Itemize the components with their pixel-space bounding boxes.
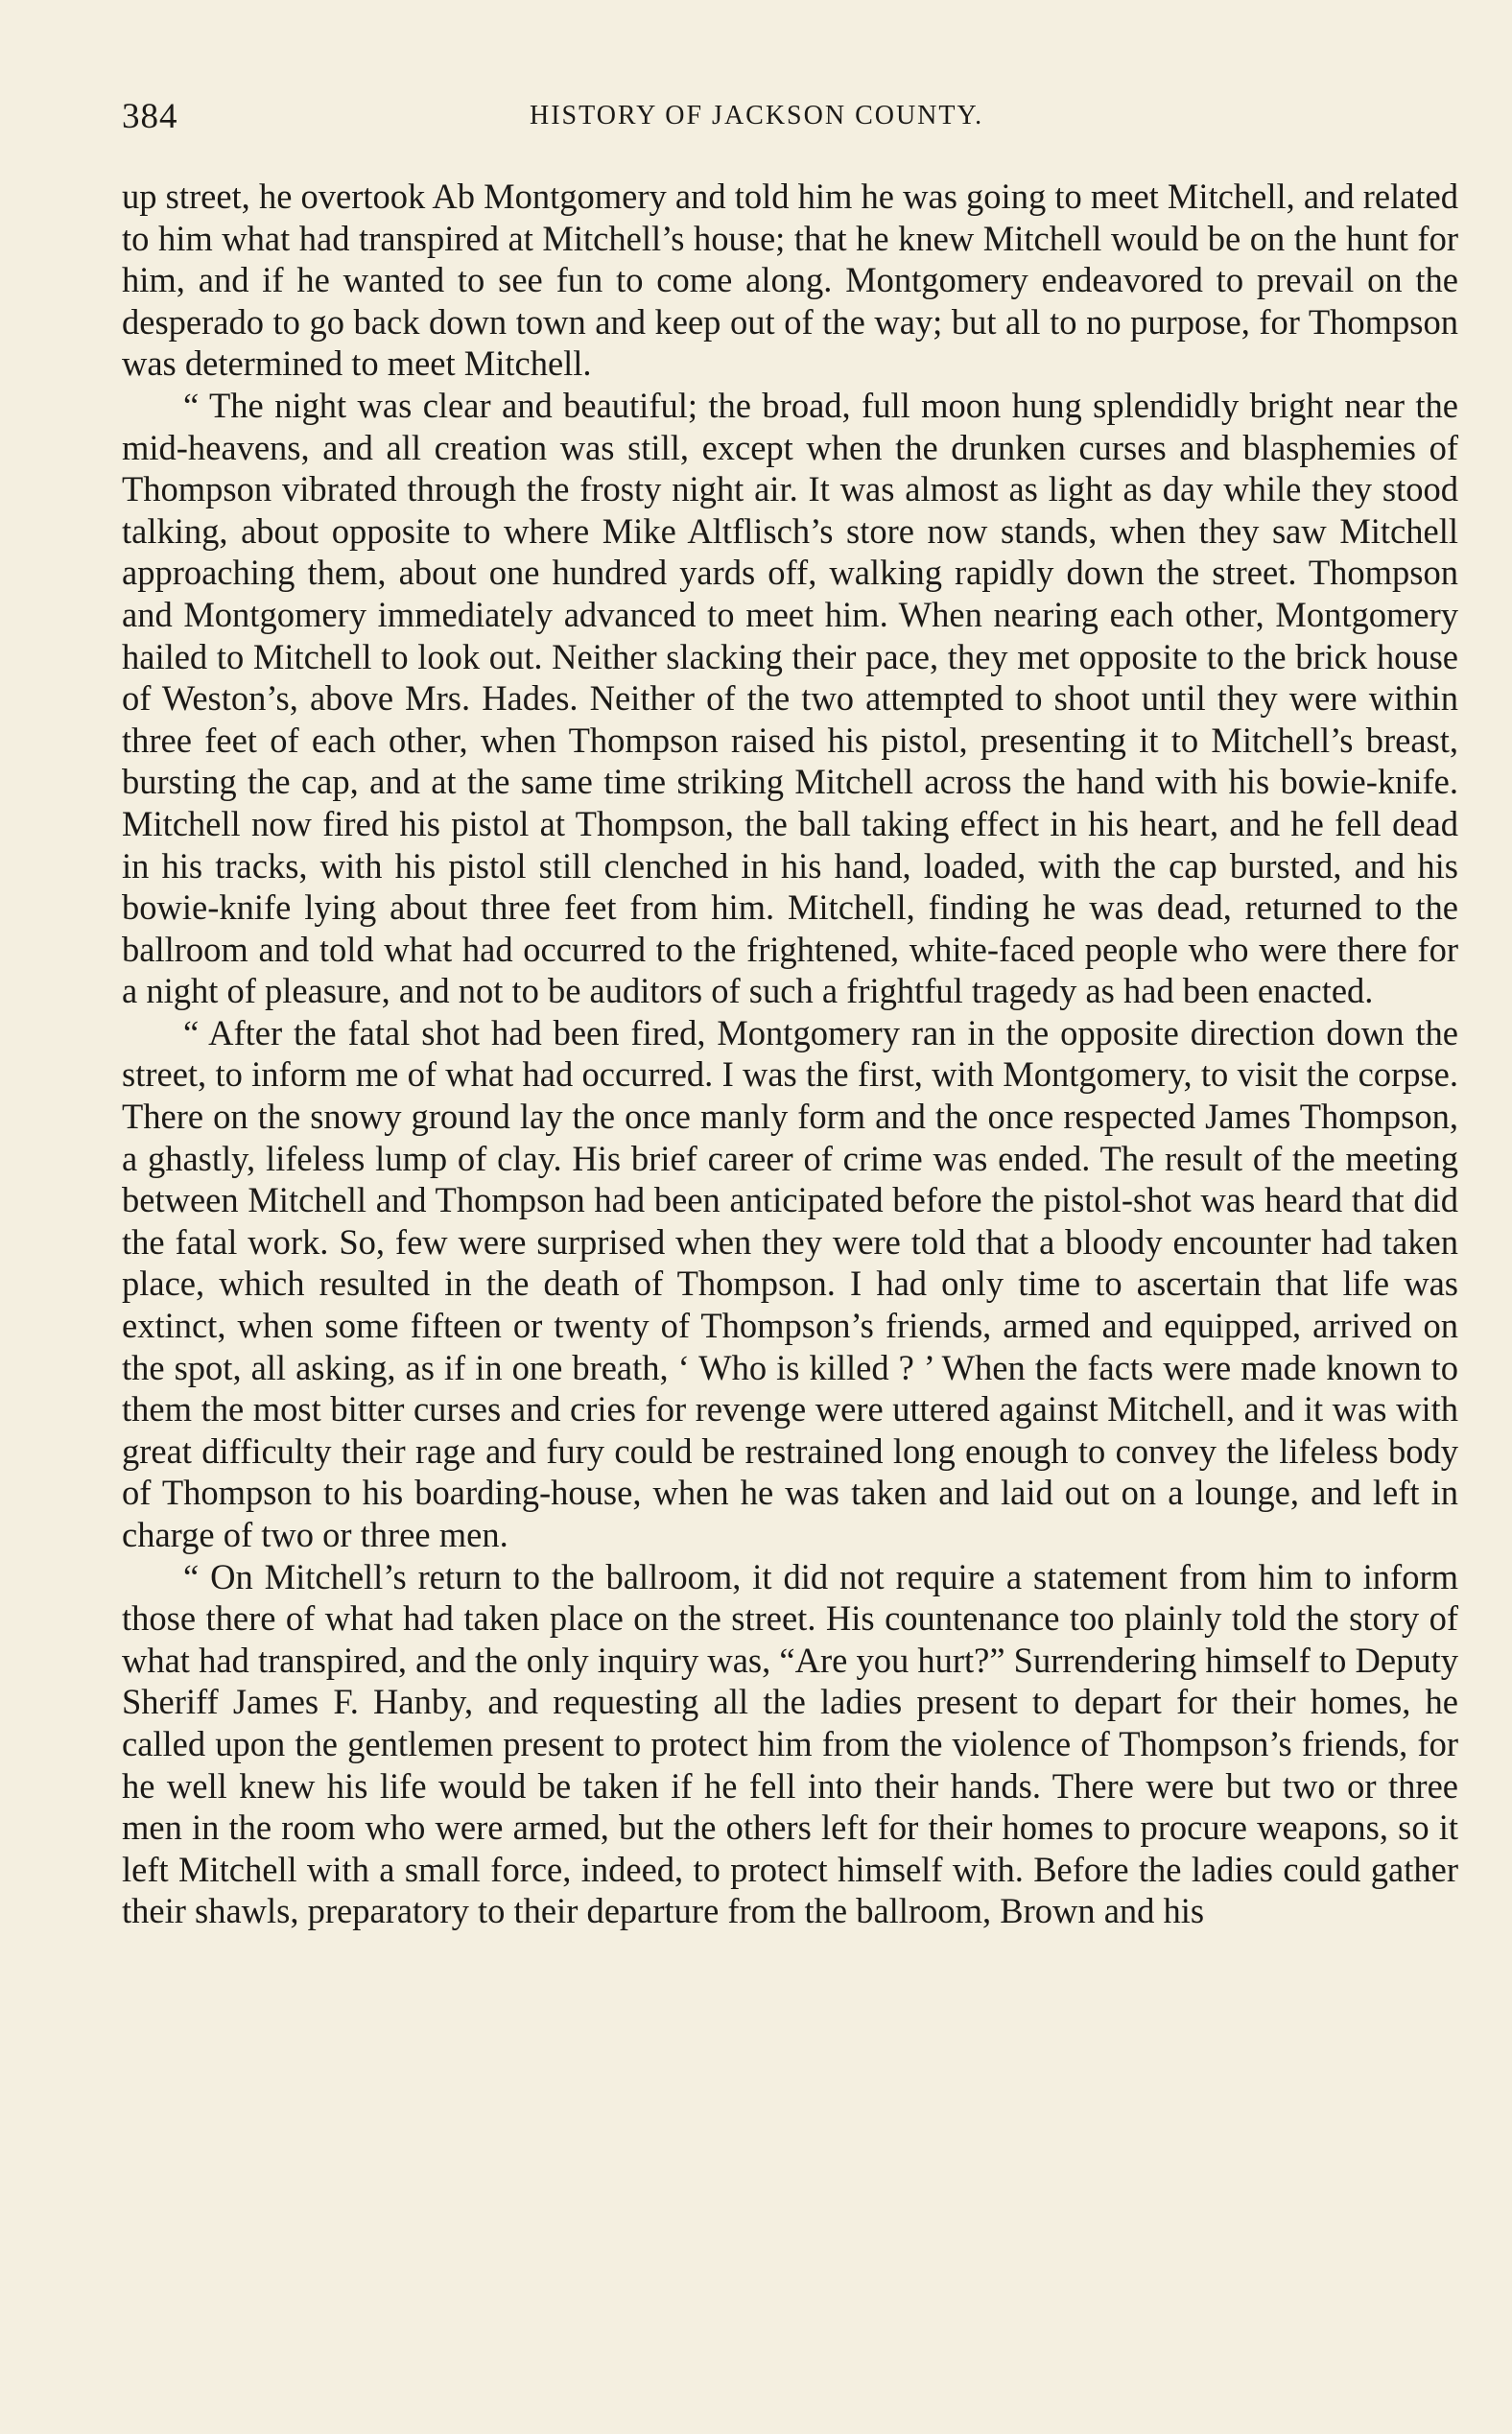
running-title: HISTORY OF JACKSON COUNTY.: [530, 101, 984, 130]
paragraph-ballroom-return: “ On Mitchell’s return to the ballroom, it did not require a statement from him to inform those there of what had taken place on the street. His countenance too plainly told the story of what had transpired, and the only inquiry was, “Are you hurt?” Surrendering himself to Deputy Sheriff James F. Hanby, and requesting all the ladies present to depart for their homes, he called upon the gentlemen present to protect him from the violence of Thompson’s friends, for he well knew his life would be taken if he fell into their hands. There were but two or three men in the room who were armed, but the others left for their homes to procure weapons, so it left Mitchell with a small force, indeed, to protect himself with. Before the ladies could gather their shawls, preparatory to their departure from the ballroom, Brown and his: [122, 1556, 1458, 1931]
paragraph-continuation: up street, he overtook Ab Montgomery and told him he was going to meet Mitchell, and related to him what had transpired at Mitchell’s house; that he knew Mitchell would be on the hunt for him, and if he wanted to see fun to come along. Montgomery endeavored to prevail on the desperado to go back down town and keep out of the way; but all to no purpose, for Thompson was determined to meet Mitchell.: [122, 177, 1458, 384]
page-number: 384: [122, 97, 178, 136]
page-body: [122, 176, 1458, 1932]
page-header: [122, 96, 1455, 144]
paragraph-night-scene: “ The night was clear and beautiful; the broad, full moon hung splendidly bright near the mid-heavens, and all creation was still, except when the drunken curses and blasphemies of Thompson vibrated through the frosty night air. It was almost as light as day while they stood talking, about opposite to where Mike Altflisch’s store now stands, when they saw Mitchell approaching them, about one hundred yards off, walking rapidly down the street. Thompson and Montgomery immediately advanced to meet him. When nearing each other, Montgomery hailed to Mitchell to look out. Neither slacking their pace, they met opposite to the brick house of Weston’s, above Mrs. Hades. Neither of the two attempted to shoot until they were within three feet of each other, when Thompson raised his pistol, presenting it to Mitchell’s breast, bursting the cap, and at the same time striking Mitchell across the hand with his bowie-knife. Mitchell now fired his pistol at Thompson, the ball taking effect in his heart, and he fell dead in his tracks, with his pistol still clenched in his hand, loaded, with the cap bursted, and his bowie-knife lying about three feet from him. Mitchell, finding he was dead, returned to the ballroom and told what had occurred to the frightened, white-faced people who were there for a night of pleasure, and not to be auditors of such a frightful tragedy as had been enacted.: [122, 385, 1458, 1011]
paragraph-after-shot: “ After the fatal shot had been fired, Montgomery ran in the opposite direction down the street, to inform me of what had occurred. I was the first, with Montgomery, to visit the corpse. There on the snowy ground lay the once manly form and the once respected James Thompson, a ghastly, lifeless lump of clay. His brief career of crime was ended. The result of the meeting between Mitchell and Thompson had been anticipated before the pistol-shot was heard that did the fatal work. So, few were surprised when they were told that a bloody encounter had taken place, which resulted in the death of Thompson. I had only time to ascertain that life was extinct, when some fifteen or twenty of Thompson’s friends, armed and equipped, arrived on the spot, all asking, as if in one breath, ‘ Who is killed ? ’ When the facts were made known to them the most bitter curses and cries for revenge were uttered against Mitchell, and it was with great difficulty their rage and fury could be restrained long enough to convey the lifeless body of Thompson to his boarding-house, when he was taken and laid out on a lounge, and left in charge of two or three men.: [122, 1012, 1458, 1554]
